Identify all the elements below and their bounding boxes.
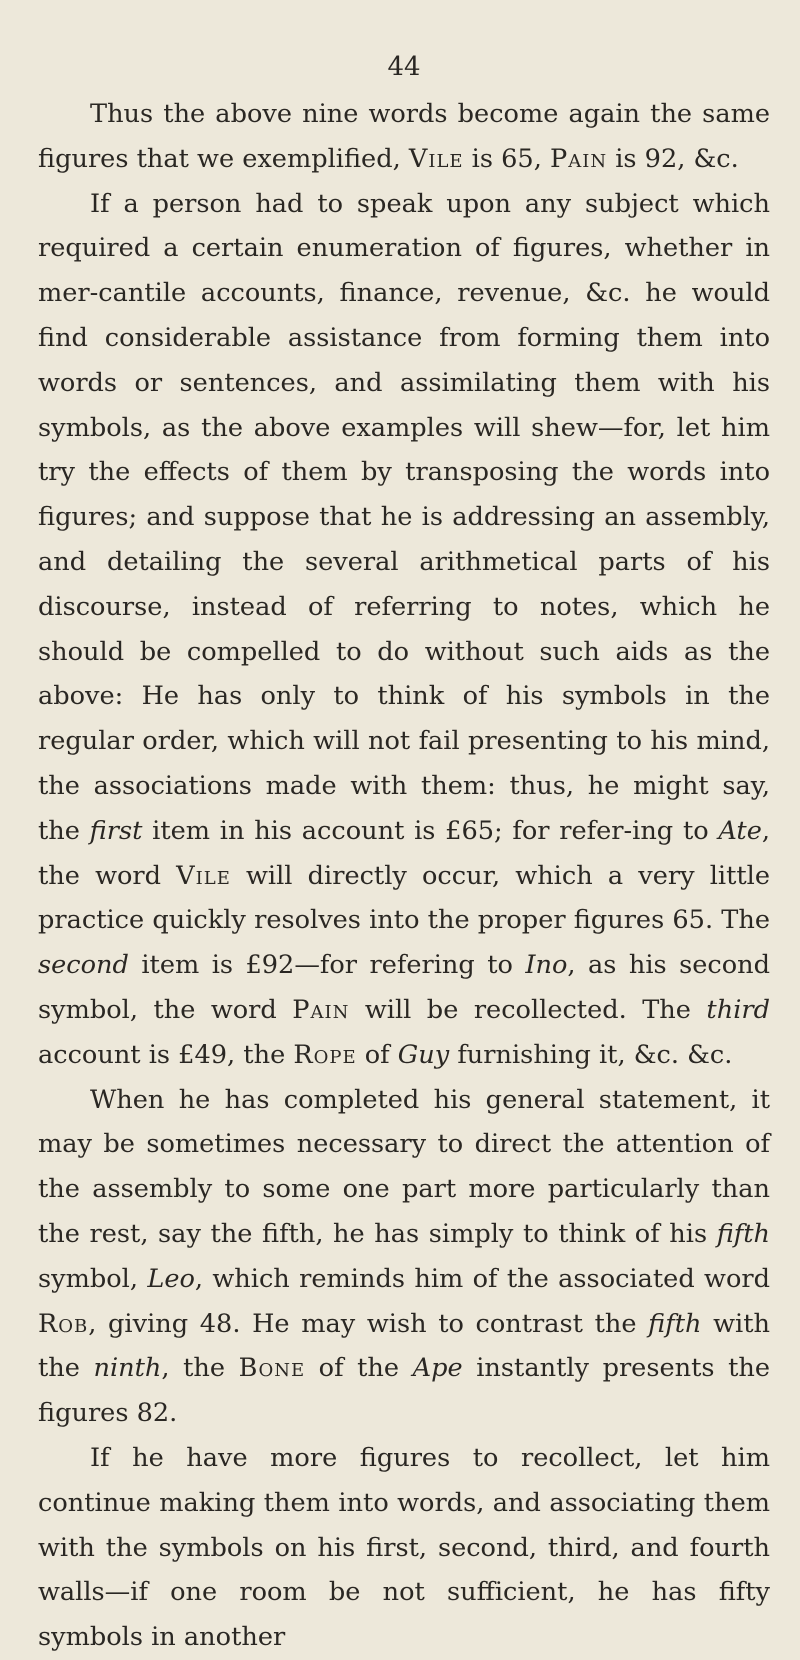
emphasis: Ape bbox=[412, 1353, 463, 1384]
symbol-word: Pain bbox=[292, 994, 350, 1025]
emphasis: Ino bbox=[525, 950, 568, 981]
symbol-word: Vile bbox=[408, 143, 464, 174]
emphasis: second bbox=[38, 950, 129, 981]
emphasis: ninth bbox=[93, 1353, 162, 1384]
paragraph-1: Thus the above nine words become again the same figures that we exemplified, Vile is 65, Pain is 92, &c. bbox=[38, 99, 770, 174]
emphasis: fifth bbox=[648, 1308, 702, 1339]
emphasis: third bbox=[706, 994, 770, 1025]
page-number: 44 bbox=[387, 52, 421, 82]
symbol-word: Pain bbox=[549, 143, 608, 174]
paragraph-2: If a person had to speak upon any subject which required a certain enumeration of figures, whether in mer-cantile accounts, finance, revenue, &c. he would find considerable assistance from forming them into words or sentences, and assimilating them with his symbols, as the above examples will shew—for, let him try the effects of them by transposing the words into figures; and suppose that he is addressing an assembly, and detailing the several arithmetical parts of his discourse, instead of referring to notes, which he should be compelled to do without such aids as the above: He has only to think of his symbols in the regular order, which will not fail presenting to his mind, the associations made with them: thus, he might say, the first item in his account is £65; for refer-ing to Ate, the word Vile will directly occur, which a very little practice quickly resolves into the proper figures 65. The second item is £92—for refering to Ino, as his second symbol, the word Pain will be recollected. The third account is £49, the Rope of Guy furnishing it, &c. &c. bbox=[38, 188, 770, 1070]
symbol-word: Vile bbox=[176, 860, 231, 891]
symbol-word: Rope bbox=[293, 1039, 357, 1070]
emphasis: Guy bbox=[397, 1039, 450, 1070]
body-text bbox=[38, 92, 770, 1660]
emphasis: Leo bbox=[147, 1263, 195, 1294]
emphasis: fifth bbox=[716, 1218, 770, 1249]
paragraph-4: If he have more figures to recollect, let him continue making them into words, and associating them with the symbols on his first, second, third, and fourth walls—if one room be not sufficient, he has fifty symbols in another bbox=[38, 1442, 770, 1653]
symbol-word: Rob bbox=[38, 1308, 89, 1339]
emphasis: first bbox=[89, 815, 143, 846]
symbol-word: Bone bbox=[238, 1353, 306, 1384]
emphasis: Ate bbox=[718, 815, 762, 846]
paragraph-3: When he has completed his general statement, it may be sometimes necessary to direct the attention of the assembly to some one part more particularly than the rest, say the fifth, he has simply to think of his fifth symbol, Leo, which reminds him of the associated word Rob, giving 48. He may wish to contrast the fifth with the ninth, the Bone of the Ape instantly presents the figures 82. bbox=[38, 1084, 771, 1429]
